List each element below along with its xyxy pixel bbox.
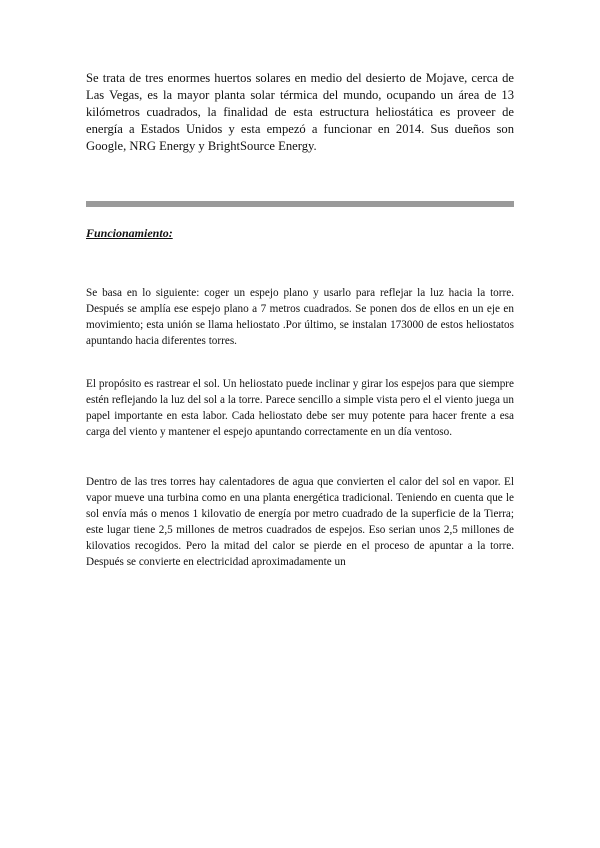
section-heading: Funcionamiento: xyxy=(86,226,173,240)
purpose-paragraph: El propósito es rastrear el sol. Un heliostato puede inclinar y girar los espejos para que siempre estén reflejando la luz del sol a la torre. Parece sencillo a simple vista pero el el viento juega un papel importante en esta labor. Cada heliostato debe ser muy potente para hacer frente a esa carga del viento y mantener el espejo apuntando correctamente en un día ventoso. xyxy=(86,378,514,438)
section-divider xyxy=(86,201,514,207)
intro-paragraph: Se trata de tres enormes huertos solares en medio del desierto de Mojave, cerca de Las Vegas, es la mayor planta solar térmica del mundo, ocupando un área de 13 kilómetros cuadrados, la finalidad de esta estructura heliostática es proveer de energía a Estados Unidos y esta empezó a funcionar en 2014. Sus dueños son Google, NRG Energy y BrightSource Energy. xyxy=(86,71,514,153)
towers-paragraph: Dentro de las tres torres hay calentadores de agua que convierten el calor del sol en vapor. El vapor mueve una turbina como en una planta energética tradicional. Teniendo en cuenta que le sol envía más o menos 1 kilovatio de energía por metro cuadrado de la superficie de la Tierra; este lugar tiene 2,5 millones de metros cuadrados de espejos. Eso serian unos 2,5 millones de kilovatios recogidos. Pero la mitad del calor se pierde en el proceso de apuntar a la torre. Después se convierte en electricidad aproximadamente un xyxy=(86,476,514,568)
basis-paragraph: Se basa en lo siguiente: coger un espejo plano y usarlo para reflejar la luz hacia la torre. Después se amplía ese espejo plano a 7 metros cuadrados. Se ponen dos de ellos en un eje en movimiento; esta unión se llama heliostato .Por último, se instalan 173000 de estos heliostatos apuntando hacia diferentes torres. xyxy=(86,287,514,347)
